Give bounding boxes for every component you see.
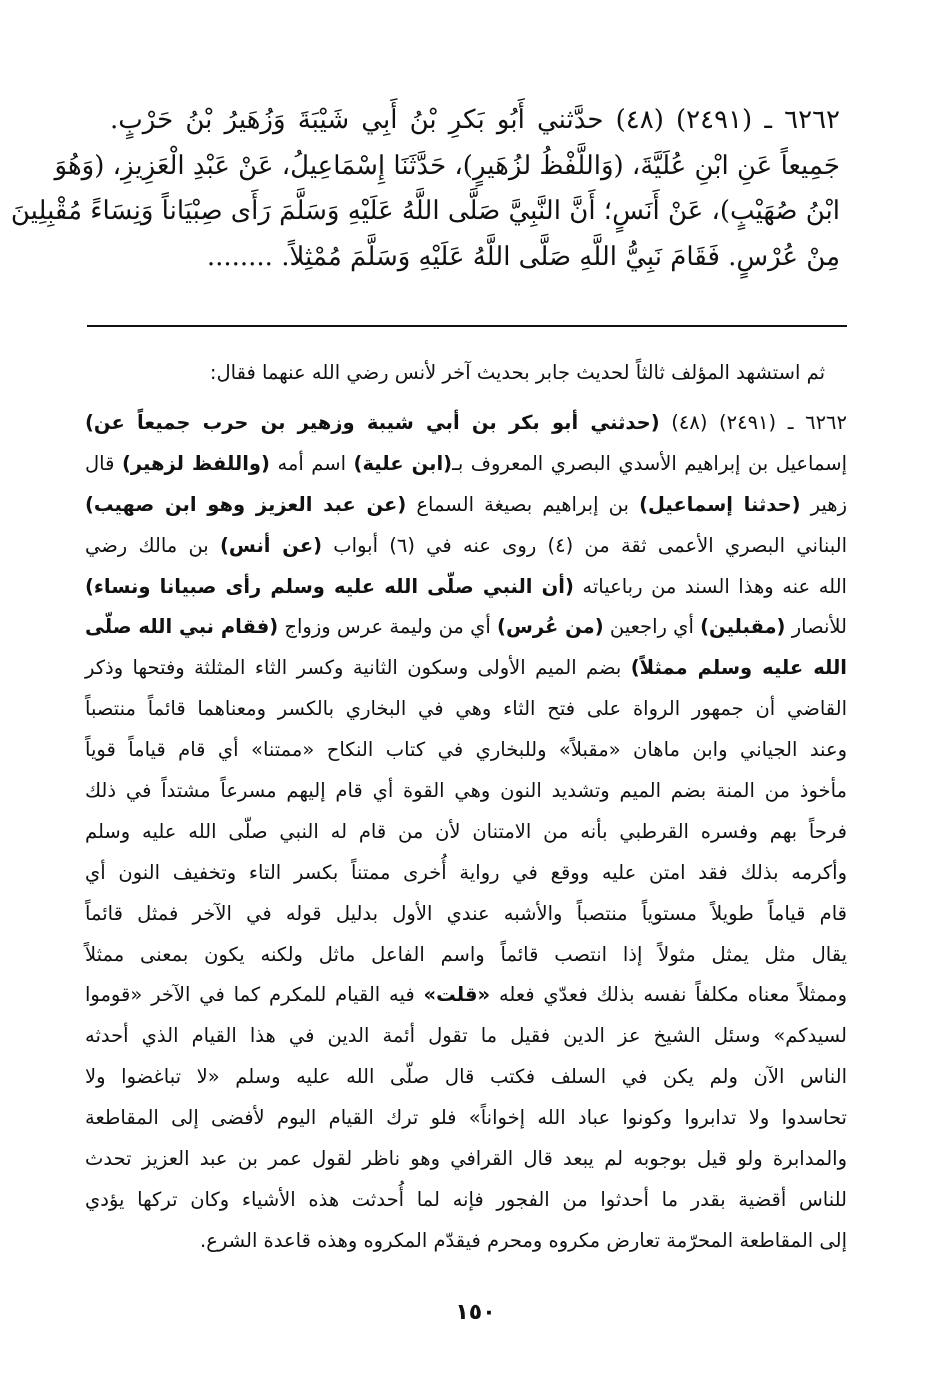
commentary-segment: إسماعيل بن إبراهيم الأسدي البصري المعروف بـ (452, 451, 848, 475)
commentary-segment: البناني البصري الأعمى ثقة من (٤) روى عنه في (٦) أبواب (322, 533, 848, 557)
quoted-hadith-segment: (حدثنا إسماعيل) (639, 492, 801, 516)
commentary-segment: اسم أمه (269, 451, 354, 475)
commentary-line (85, 1221, 847, 1262)
commentary-line (85, 1098, 847, 1139)
commentary-line (85, 730, 847, 771)
commentary-line (85, 567, 847, 608)
quoted-hadith-segment: «قلت» (423, 983, 491, 1007)
commentary-segment: أي من وليمة عرس وزواج (278, 615, 498, 639)
hadith-line: ٦٢٦٢ ـ (٢٤٩١) (٤٨) حدَّثني أَبُو بَكرِ بْنُ أَبِي شَيْبَةَ وَزُهَيرُ بْنُ حَرْبٍ. (110, 105, 840, 135)
commentary-line (85, 894, 847, 935)
commentary-segment: بن مالك رضي (85, 533, 220, 557)
commentary-line (85, 1057, 847, 1098)
hadith-line: مِنْ عُرْسٍ. فَقَامَ نَبِيُّ اللَّهِ صَلَّى اللَّهُ عَلَيْهِ وَسَلَّمَ مُمْثِلاً. ........ (206, 241, 840, 272)
commentary-segment: الله عنه وهذا السند من رباعياته (573, 574, 847, 598)
quoted-hadith-segment: (من عُرس) (497, 615, 604, 639)
page-number: ١٥٠ (455, 1300, 496, 1325)
commentary-segment: فرحاً بهم وفسره القرطبي بأنه من الامتنان لأن من قام له النبي صلّى الله عليه وسلم (85, 819, 847, 843)
commentary-segment: الناس الآن ولم يكن في السلف فكتب قال صلّى الله عليه وسلم «لا تباغضوا ولا (85, 1065, 847, 1089)
commentary-line (85, 403, 847, 444)
commentary-segment: وممثلاً معناه مكلفاً نفسه بذلك فعدّي فعله (490, 983, 847, 1007)
commentary-line (85, 648, 847, 689)
commentary-segment: زهير (800, 492, 847, 516)
commentary-line (85, 975, 847, 1016)
hadith-line: جَمِيعاً عَنِ ابْنِ عُلَيَّةَ، (وَاللَّفْظُ لزُهَيرٍ)، حَدَّثَنَا إِسْمَاعِيلُ، عَنْ عَبْدِ الْعَزِيزِ، (وَهُوَ (54, 150, 840, 181)
commentary-segment: والمدابرة ولو قيل بوجوبه لم يبعد قال القرافي وهو ناظر لقول عمر بن عبد العزيز تحدث (85, 1147, 847, 1171)
commentary-segment: بضم الميم الأولى وسكون الثانية وكسر الثاء المثلثة وفتحها وذكر (85, 656, 631, 680)
commentary-segment: وأكرمه بذلك فقد امتن عليه ووقع في رواية أُخرى ممتناً بكسر التاء وتخفيف النون أي (85, 860, 847, 884)
commentary-segment: بن إبراهيم بصيغة السماع (406, 492, 640, 516)
commentary-line (85, 1016, 847, 1057)
commentary-line (85, 1180, 847, 1221)
quoted-hadith-segment: (واللفظ لزهير) (121, 451, 270, 475)
commentary-segment: للأنصار (785, 615, 847, 639)
commentary-segment: قال (85, 451, 122, 475)
commentary-line (85, 689, 847, 730)
commentary-intro: ثم استشهد المؤلف ثالثاً لحديث جابر بحديث آخر لأنس رضي الله عنهما فقال: (209, 361, 825, 384)
quoted-hadith-segment: (حدثني أبو بكر بن أبي شيبة وزهير بن حرب جميعاً عن) (85, 411, 660, 434)
quoted-hadith-segment: (عن عبد العزيز وهو ابن صهيب) (85, 492, 407, 516)
commentary-segment: فيه القيام للمكرم كما في الآخر «قوموا (85, 983, 424, 1007)
commentary-segment: للناس أقضية بقدر ما أحدثوا من الفجور فإنه لما أُحدثت هذه الأشياء وكان تركها يؤدي (85, 1187, 847, 1211)
commentary-line (85, 935, 847, 976)
hadith-text (10, 98, 840, 280)
commentary-segment: القاضي أن جمهور الرواة على فتح الثاء وهي في البخاري بالكسر ومعناهما قائماً منتصباً (85, 697, 847, 721)
commentary-segment: أي راجعين (603, 615, 701, 639)
commentary-segment: يقال مثل يمثل مثولاً إذا انتصب قائماً واسم الفاعل ماثل ولكنه يكون بمعنى ممثلاً (85, 942, 847, 966)
commentary-line (85, 853, 847, 894)
commentary-segment: تحاسدوا ولا تدابروا وكونوا عباد الله إخواناً» فلو ترك القيام اليوم لأفضى إلى المقاطعة (85, 1106, 847, 1130)
quoted-hadith-segment: (عن أنس) (219, 533, 323, 557)
commentary-segment: مأخوذ من المنة بضم الميم وتشديد النون وهي القوة أي قام إليهم مسرعاً مشتداً في ذلك (85, 779, 847, 803)
quoted-hadith-segment: (أن النبي صلّى الله عليه وسلم رأى صبيانا ونساء) (85, 574, 574, 598)
commentary-segment: وعند الجياني وابن ماهان «مقبلاً» وللبخاري في كتاب النكاح «ممتنا» أي قام قياماً قوياً (85, 738, 847, 762)
commentary-line (85, 607, 847, 648)
commentary-text (85, 357, 847, 1262)
commentary-line (85, 526, 847, 567)
commentary-segment: لسيدكم» وسئل الشيخ عز الدين فقيل ما تقول أئمة الدين في هذا القيام الذي أحدثه (85, 1024, 847, 1048)
commentary-segment: ٦٢٦٢ ـ (٢٤٩١) (٤٨) (659, 411, 847, 434)
quoted-hadith-segment: الله عليه وسلم ممثلاً) (630, 656, 847, 680)
commentary-segment: قام قياماً طويلاً مستوياً منتصباً والأشبه عندي الأول بدليل قوله في الآخر فمثل قائماً (85, 901, 847, 925)
commentary-segment: إلى المقاطعة المحرّمة تعارض مكروه ومحرم فيقدّم المكروه وهذه قاعدة الشرع. (200, 1228, 847, 1252)
commentary-line (85, 1139, 847, 1180)
quoted-hadith-segment: (مقبلين) (700, 615, 786, 639)
commentary-line (85, 771, 847, 812)
commentary-line (85, 812, 847, 853)
hadith-line: ابْنُ صُهَيْبٍ)، عَنْ أَنَسٍ؛ أَنَّ النَّبِيَّ صَلَّى اللَّهُ عَلَيْهِ وَسَلَّمَ رَأَى صِبْيَاناً وَنِسَاءً مُقْبِلِينَ (10, 196, 840, 226)
quoted-hadith-segment: (فقام نبي الله صلّى (85, 615, 279, 639)
commentary-line (85, 444, 847, 485)
separator-rule (87, 325, 847, 327)
quoted-hadith-segment: (ابن علية) (353, 451, 453, 475)
commentary-line (85, 485, 847, 526)
